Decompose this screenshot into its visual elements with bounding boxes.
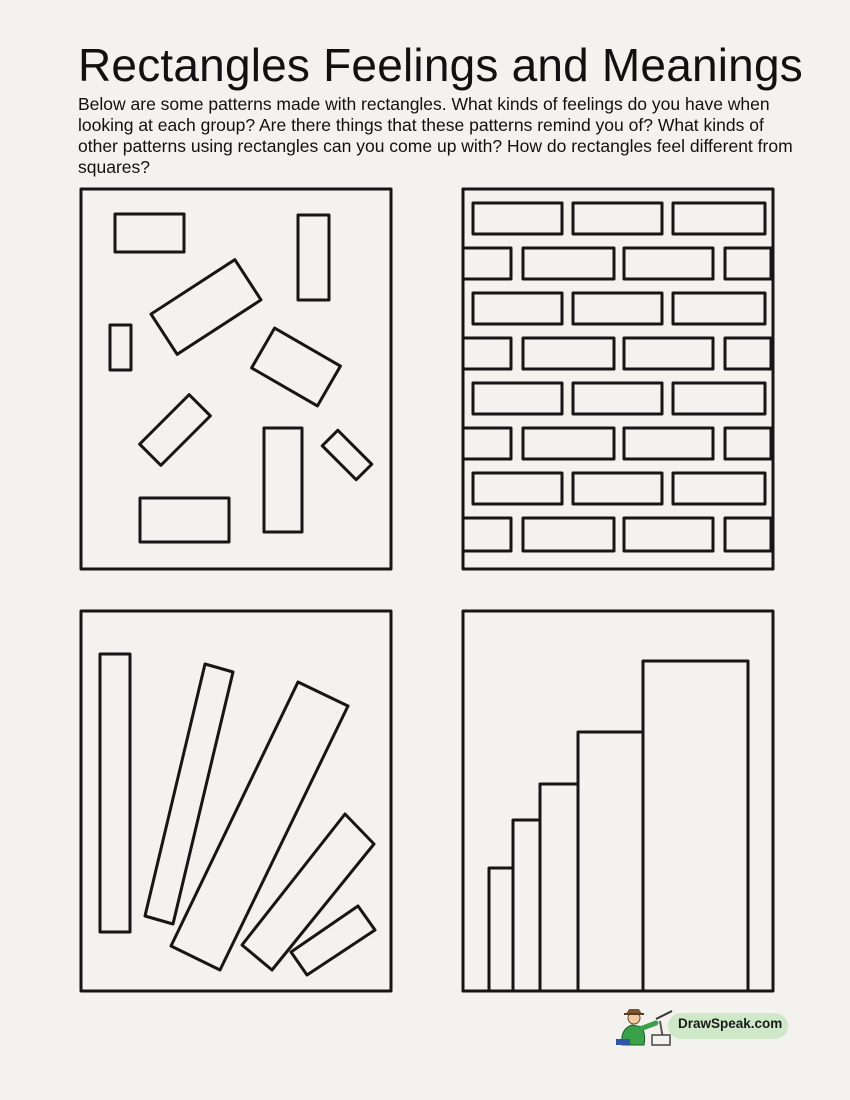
- brick: [673, 473, 765, 504]
- step-rectangle: [578, 732, 643, 991]
- step-rectangle: [513, 820, 540, 991]
- brick: [573, 473, 662, 504]
- brick: [624, 518, 713, 551]
- brick: [725, 338, 771, 369]
- brick: [673, 383, 765, 414]
- intro-paragraph: Below are some patterns made with rectangles. What kinds of feelings do you have when looking at each group? Are there things that these patterns remind you of? What kinds of other patterns using rectangles can you come up with? How do rectangles feel different from squares?: [78, 94, 793, 177]
- panel-frame: [81, 189, 391, 569]
- rectangle-shape: [140, 498, 229, 542]
- page-title: Rectangles Feelings and Meanings: [78, 39, 803, 91]
- brick: [673, 293, 765, 324]
- drawspeak-badge[interactable]: [612, 1005, 790, 1045]
- panel-frame: [463, 611, 773, 991]
- brick: [523, 428, 614, 459]
- rectangle-shape: [252, 328, 341, 406]
- brick: [473, 383, 562, 414]
- brick: [463, 518, 511, 551]
- rectangle-shape: [242, 814, 374, 970]
- brick: [573, 203, 662, 234]
- rectangle-shape: [264, 428, 302, 532]
- panel-brick-wall: [460, 186, 776, 572]
- rectangle-shape: [151, 260, 261, 355]
- artist-drawing-icon: [612, 1005, 682, 1047]
- brick: [473, 203, 562, 234]
- panel-ascending-steps: [460, 608, 776, 994]
- brick: [463, 428, 511, 459]
- brick: [573, 293, 662, 324]
- step-rectangle: [643, 661, 748, 991]
- brick: [463, 248, 511, 279]
- brick: [624, 428, 713, 459]
- brick: [523, 518, 614, 551]
- site-name[interactable]: DrawSpeak.com: [678, 1016, 783, 1031]
- brick: [463, 338, 511, 369]
- rectangle-shape: [322, 430, 371, 479]
- rectangle-shape: [110, 325, 131, 370]
- brick: [523, 248, 614, 279]
- panel-frame: [463, 189, 773, 569]
- rectangle-shape: [115, 214, 184, 252]
- brick: [725, 518, 771, 551]
- panel-scattered-rectangles: [78, 186, 394, 572]
- brick: [573, 383, 662, 414]
- rectangle-shape: [145, 664, 233, 924]
- step-rectangle: [540, 784, 578, 991]
- rectangle-shape: [298, 215, 329, 300]
- brick: [523, 338, 614, 369]
- brick: [673, 203, 765, 234]
- brick: [725, 428, 771, 459]
- rectangle-shape: [291, 906, 375, 975]
- panel-fanned-rectangles: [78, 608, 394, 994]
- brick: [473, 473, 562, 504]
- brick: [725, 248, 771, 279]
- brick: [624, 338, 713, 369]
- brick: [624, 248, 713, 279]
- rectangle-shape: [140, 395, 211, 466]
- brick: [473, 293, 562, 324]
- step-rectangle: [489, 868, 513, 991]
- rectangle-shape: [100, 654, 130, 932]
